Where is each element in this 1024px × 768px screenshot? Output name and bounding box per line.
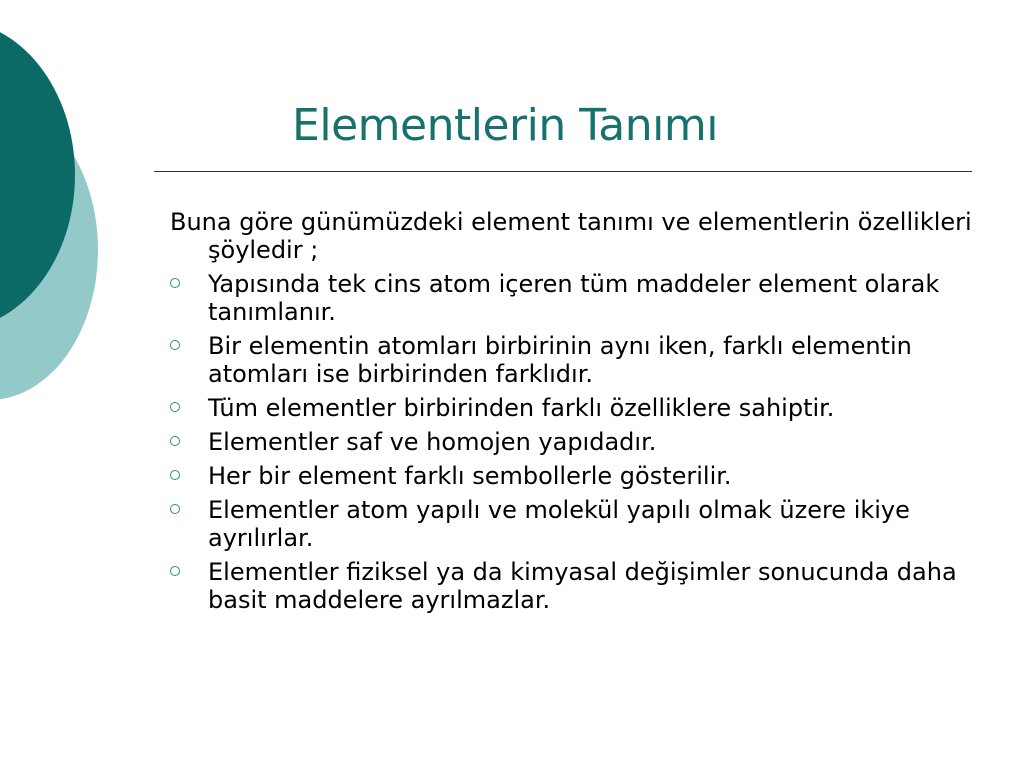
hollow-circle-icon — [170, 340, 180, 350]
bullet-item — [170, 558, 990, 614]
hollow-circle-icon — [170, 504, 180, 514]
bullet-item — [170, 428, 990, 456]
title-divider — [154, 171, 972, 172]
hollow-circle-icon — [170, 436, 180, 446]
hollow-circle-icon — [170, 278, 180, 288]
bullet-item — [170, 270, 990, 326]
hollow-circle-icon — [170, 566, 180, 576]
bullet-item — [170, 496, 990, 552]
bullet-item — [170, 332, 990, 388]
bullet-item — [170, 462, 990, 490]
bullet-text: Elementler saf ve homojen yapıdadır. — [208, 428, 657, 456]
bullet-list — [170, 270, 990, 614]
bullet-text: Tüm elementler birbirinden farklı özelliklere sahiptir. — [208, 394, 835, 422]
bullet-item — [170, 394, 990, 422]
bullet-text: Elementler atom yapılı ve molekül yapılı olmak üzere ikiye ayrılırlar. — [208, 496, 910, 552]
hollow-circle-icon — [170, 402, 180, 412]
slide-title: Elementlerin Tanımı — [292, 100, 718, 151]
slide-body — [170, 208, 990, 620]
bullet-text: Her bir element farklı sembollerle gösterilir. — [208, 462, 732, 490]
hollow-circle-icon — [170, 470, 180, 480]
bullet-text: Yapısında tek cins atom içeren tüm maddeler element olarak tanımlanır. — [208, 270, 940, 326]
intro-paragraph: Buna göre günümüzdeki element tanımı ve elementlerin özellikleri şöyledir ; — [170, 208, 972, 264]
bullet-text: Elementler fiziksel ya da kimyasal değişimler sonucunda daha basit maddelere ayrılmazlar. — [208, 558, 957, 614]
bullet-text: Bir elementin atomları birbirinin aynı iken, farklı elementin atomları ise birbirinden farklıdır. — [208, 332, 912, 388]
